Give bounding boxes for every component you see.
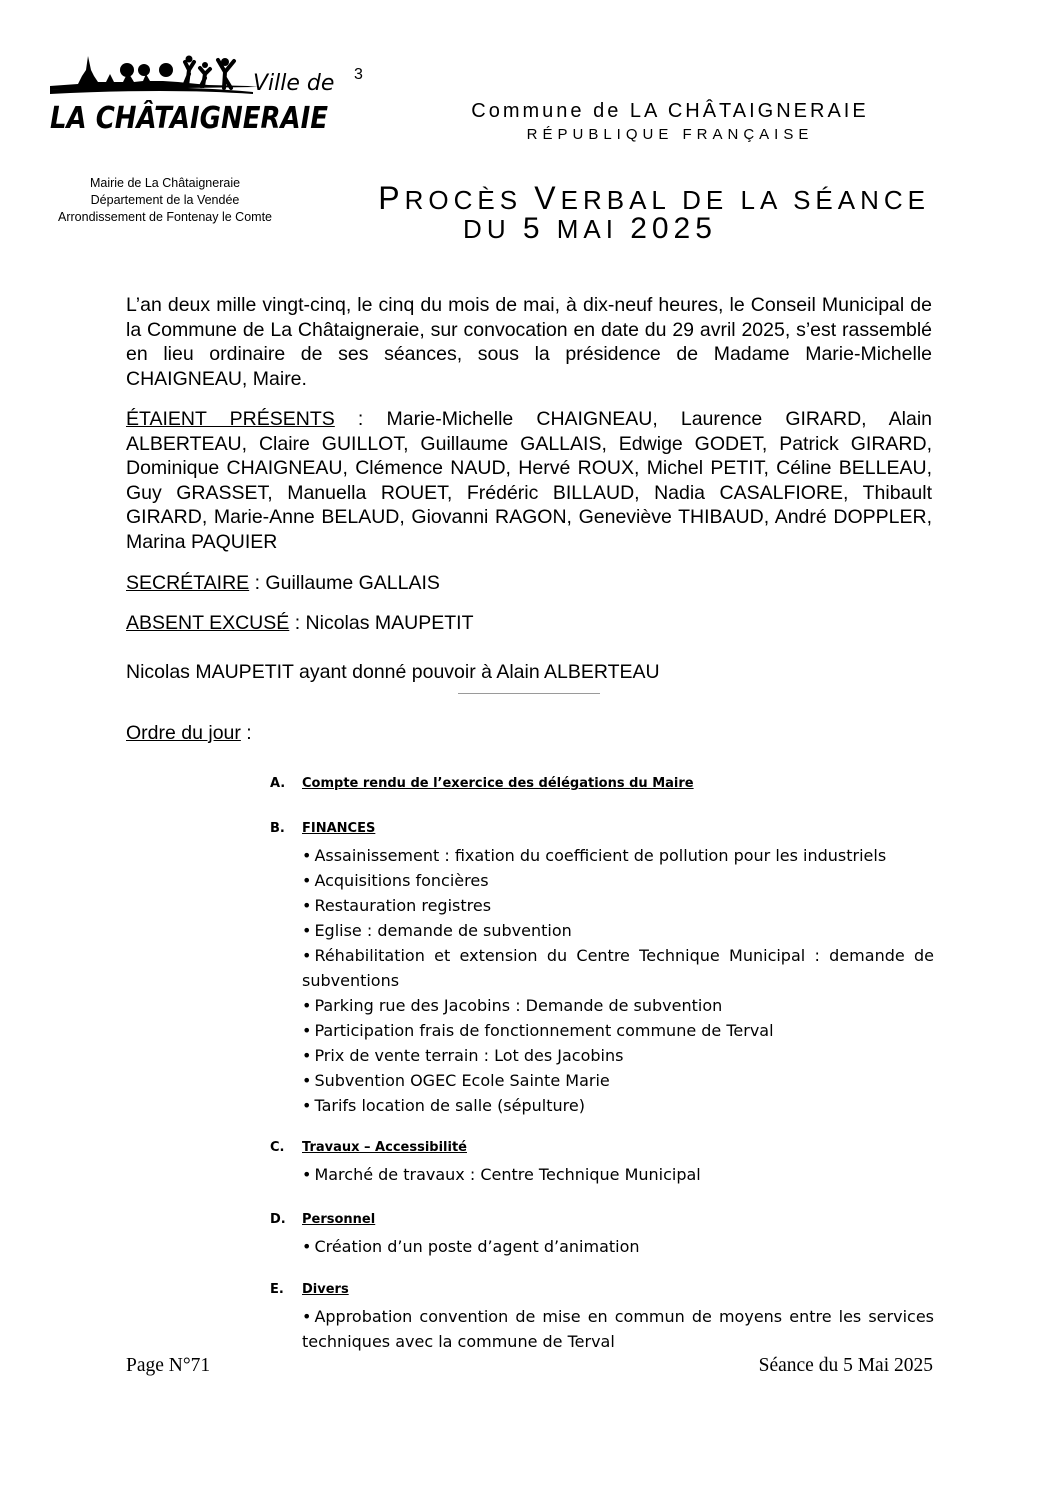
page-mark: 3 — [354, 66, 363, 83]
departement-line: Département de la Vendée — [90, 193, 240, 207]
bullet-icon: • — [302, 996, 312, 1015]
footer-page-number: Page N°71 — [126, 1355, 211, 1376]
city-logo-graphic — [48, 48, 371, 138]
agenda-item-text: Tarifs location de salle (sépulture) — [314, 1096, 585, 1115]
absent-line — [126, 611, 932, 636]
agenda-item-text: Parking rue des Jacobins : Demande de subvention — [314, 996, 723, 1015]
bullet-icon: • — [302, 1096, 312, 1115]
commune-heading: Commune de LA CHÂTAIGNERAIE — [471, 100, 869, 122]
section-letter: D. — [270, 1212, 286, 1227]
title-day: 5 — [522, 212, 545, 245]
bullet-icon: • — [302, 921, 312, 940]
bullet-icon: • — [302, 846, 312, 865]
agenda-item — [302, 918, 934, 943]
agenda-item-text: Restauration registres — [314, 896, 492, 915]
section-title: Travaux – Accessibilité — [302, 1140, 467, 1155]
absent-value: : Nicolas MAUPETIT — [289, 612, 474, 634]
agenda-item-text: Marché de travaux : Centre Technique Municipal — [314, 1165, 701, 1184]
section-letter: A. — [270, 776, 286, 791]
secretaire-line — [126, 571, 932, 596]
section-title: Divers — [302, 1282, 349, 1297]
logo-brand-small: Ville de — [253, 71, 335, 96]
title-part: MAI — [544, 214, 631, 244]
agenda-item-text: Acquisitions foncières — [314, 871, 489, 890]
agenda-item-text: Participation frais de fonctionnement commune de Terval — [314, 1021, 774, 1040]
agenda-item — [302, 843, 934, 868]
absent-label: ABSENT EXCUSÉ — [126, 612, 290, 634]
section-title: FINANCES — [302, 821, 376, 836]
agenda-item-text: Eglise : demande de subvention — [314, 921, 572, 940]
pouvoir-line: Nicolas MAUPETIT ayant donné pouvoir à Alain ALBERTEAU — [126, 661, 660, 683]
republique-heading: RÉPUBLIQUE FRANÇAISE — [526, 126, 814, 143]
footer-session-date: Séance du 5 Mai 2025 — [758, 1355, 933, 1376]
title-part: ROCÈS — [404, 185, 535, 215]
title-initial-p: P — [378, 180, 405, 216]
document-title-line2 — [330, 212, 850, 246]
logo-brand-large: LA CHÂTAIGNERAIE — [50, 101, 371, 136]
agenda-item-text: Subvention OGEC Ecole Sainte Marie — [314, 1071, 610, 1090]
agenda-item — [302, 893, 934, 918]
section-letter: E. — [270, 1282, 284, 1297]
bullet-icon: • — [302, 1165, 312, 1184]
agenda-section-e — [270, 1282, 934, 1354]
agenda-item — [302, 868, 934, 893]
bullet-icon: • — [302, 1046, 312, 1065]
title-initial-v: V — [534, 180, 561, 216]
agenda-item-text: Assainissement : fixation du coefficient de pollution pour les industriels — [314, 846, 887, 865]
agenda-item — [302, 1093, 934, 1118]
agenda-item — [302, 1018, 934, 1043]
agenda-section-b — [270, 821, 934, 1118]
bullet-icon: • — [302, 946, 312, 965]
title-part: ERBAL DE LA SÉANCE — [560, 185, 930, 215]
intro-paragraph: L’an deux mille vingt-cinq, le cinq du mois de mai, à dix-neuf heures, le Conseil Municipal de la Commune de La Châtaigneraie, sur convocation en date du 29 avril 2025, s’est rassemblé en lieu ordinaire de ses séances, sous la présidence de Madame Marie-Michelle CHAIGNEAU, Maire. — [126, 294, 932, 390]
bullet-icon: • — [302, 1071, 312, 1090]
agenda-item-text: Réhabilitation et extension du Centre Technique Municipal : demande de subventions — [302, 946, 934, 990]
bullet-icon: • — [302, 871, 312, 890]
bullet-icon: • — [302, 1307, 312, 1326]
agenda-item — [302, 1304, 934, 1354]
arrondissement-line: Arrondissement de Fontenay le Comte — [58, 210, 272, 224]
agenda-item — [302, 1162, 934, 1187]
agenda-section-d — [270, 1212, 934, 1259]
presents-paragraph — [126, 407, 932, 554]
ordre-label-suffix: : — [240, 722, 252, 744]
mairie-address — [40, 175, 290, 226]
section-title: Personnel — [302, 1212, 376, 1227]
agenda-item-text: Création d’un poste d’agent d’animation — [314, 1237, 640, 1256]
title-year: 2025 — [630, 212, 717, 245]
secretaire-value: : Guillaume GALLAIS — [249, 572, 440, 594]
agenda-section-a — [270, 776, 934, 798]
agenda-section-c — [270, 1140, 934, 1187]
city-logo — [48, 48, 371, 138]
separator-line — [458, 693, 600, 694]
section-letter: C. — [270, 1140, 285, 1155]
mairie-line: Mairie de La Châtaigneraie — [89, 176, 241, 190]
agenda-item — [302, 1043, 934, 1068]
ordre-label-text: Ordre du jour — [126, 722, 241, 744]
ordre-du-jour-label — [126, 722, 252, 745]
agenda-item-text: Approbation convention de mise en commun de moyens entre les services techniques avec la commune de Terval — [302, 1307, 934, 1351]
presents-list: : Marie-Michelle CHAIGNEAU, Laurence GIRARD, Alain ALBERTEAU, Claire GUILLOT, Guillaume GALLAIS, Edwige GODET, Patrick GIRARD, Dominique CHAIGNEAU, Clémence NAUD, Hervé ROUX, Michel PETIT, Céline BELLEAU, Guy GRASSET, Manuella ROUET, Frédéric BILLAUD, Nadia CASALFIORE, Thibault GIRARD, Marie-Anne BELAUD, Giovanni RAGON, Geneviève THIBAUD, André DOPPLER, Marina PAQUIER — [126, 408, 932, 553]
presents-label: ÉTAIENT PRÉSENTS — [126, 408, 335, 430]
bullet-icon: • — [302, 1237, 312, 1256]
agenda-item-text: Prix de vente terrain : Lot des Jacobins — [314, 1046, 624, 1065]
secretaire-label: SECRÉTAIRE — [126, 572, 250, 594]
agenda-item — [302, 993, 934, 1018]
agenda-item — [302, 1234, 934, 1259]
bullet-icon: • — [302, 896, 312, 915]
agenda-item — [302, 1068, 934, 1093]
section-title: Compte rendu de l’exercice des délégations du Maire — [302, 776, 694, 791]
section-letter: B. — [270, 821, 285, 836]
bullet-icon: • — [302, 1021, 312, 1040]
title-part: DU — [463, 214, 523, 244]
agenda-item — [302, 943, 934, 993]
